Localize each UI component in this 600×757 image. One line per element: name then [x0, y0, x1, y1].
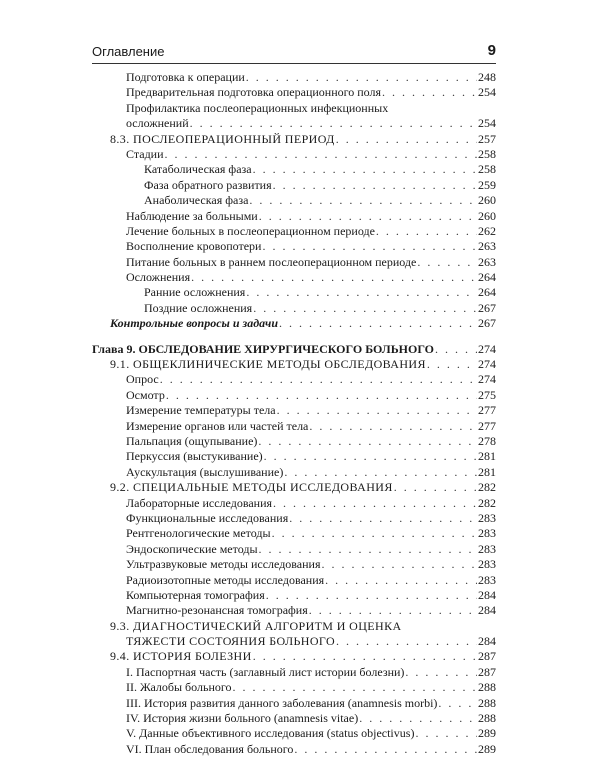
toc-entry-page: 288 — [478, 711, 496, 726]
toc-entry-title: Осмотр — [126, 387, 165, 402]
toc-entry[interactable] — [92, 634, 496, 649]
toc-entry-title: III. История развития данного заболевания (anamnesis morbi) — [126, 695, 438, 710]
toc-entry-page: 257 — [478, 131, 496, 146]
toc-entry[interactable] — [92, 742, 496, 757]
toc-entry-title: Фаза обратного развития — [144, 177, 272, 192]
toc-entry-title: Поздние осложнения — [144, 300, 253, 315]
toc-entry-page: 289 — [478, 726, 496, 741]
toc-entry-title: Восполнение кровопотери — [126, 239, 262, 254]
toc-entry[interactable] — [92, 270, 496, 285]
toc-entry-page: 289 — [478, 741, 496, 756]
toc-entry-title: Компьютерная томография — [126, 587, 265, 602]
toc-entry-title: Измерение температуры тела — [126, 403, 276, 418]
page-number: 9 — [487, 42, 496, 59]
dot-leader — [266, 588, 477, 603]
toc-entry-page: 281 — [478, 449, 496, 464]
dot-leader — [190, 116, 477, 131]
toc-entry-page: 275 — [478, 387, 496, 402]
dot-leader — [246, 70, 477, 85]
toc-entry[interactable] — [92, 496, 496, 511]
toc-entry[interactable] — [92, 388, 496, 403]
toc-entry[interactable] — [92, 162, 496, 177]
toc-entry[interactable] — [92, 588, 496, 603]
toc-entry-page: 264 — [478, 285, 496, 300]
dot-leader — [438, 696, 477, 711]
toc-entry-page: 282 — [478, 480, 496, 495]
toc-entry-title: Опрос — [126, 372, 159, 387]
dot-leader — [165, 147, 477, 162]
toc-entry-title: Ранние осложнения — [144, 285, 246, 300]
toc-entry-page: 283 — [478, 526, 496, 541]
toc-entry[interactable] — [92, 193, 496, 208]
toc-entry-title: Измерение органов или частей тела — [126, 418, 309, 433]
toc-entry-page: 287 — [478, 664, 496, 679]
toc-entry-title: Подготовка к операции — [126, 70, 245, 84]
toc-entry-page: 288 — [478, 680, 496, 695]
dot-leader — [289, 511, 477, 526]
dot-leader — [273, 496, 477, 511]
toc-entry-page: 267 — [478, 300, 496, 315]
toc-entry-title: Функциональные исследования — [126, 510, 289, 525]
toc-entry-page: 283 — [478, 557, 496, 572]
toc-entry-title: Питание больных в раннем послеоперационном периоде — [126, 254, 417, 269]
toc-entry-page: 258 — [478, 162, 496, 177]
toc-entry-page: 274 — [478, 372, 496, 387]
page-header — [92, 44, 496, 60]
toc-entry-title: Перкуссия (выстукивание) — [126, 449, 263, 464]
toc-entry-page: 274 — [478, 357, 496, 372]
toc-entry[interactable] — [92, 711, 496, 726]
toc-entry-title: Стадии — [126, 146, 164, 161]
toc-entry[interactable] — [92, 301, 496, 316]
toc-entry-page: 248 — [478, 70, 496, 84]
toc-entry[interactable] — [92, 449, 496, 464]
toc-entry-page: 260 — [478, 193, 496, 208]
toc-entry-title: Глава 9. ОБСЛЕДОВАНИЕ ХИРУРГИЧЕСКОГО БОЛЬНОГО — [92, 341, 434, 356]
toc-entry-page: 277 — [478, 418, 496, 433]
toc-entry-page: 288 — [478, 695, 496, 710]
dot-leader — [405, 665, 477, 680]
dot-leader — [272, 526, 477, 541]
toc-entry-title: Лабораторные исследования — [126, 495, 273, 510]
toc-entry-page: 263 — [478, 254, 496, 269]
dot-leader — [264, 449, 477, 464]
toc-entry-title: Эндоскопические методы — [126, 541, 258, 556]
toc-entry[interactable] — [92, 403, 496, 418]
toc-entry[interactable] — [92, 419, 496, 434]
toc-entry[interactable] — [92, 285, 496, 300]
toc-entry[interactable] — [92, 372, 496, 387]
toc-entry[interactable] — [92, 147, 496, 162]
toc-entry-title: I. Паспортная часть (заглавный лист истории болезни) — [126, 664, 405, 679]
header-rule — [92, 63, 496, 64]
toc-entry-title: Магнитно-резонансная томография — [126, 603, 308, 618]
toc-entry-page: 287 — [478, 649, 496, 664]
toc-entry-page: 259 — [478, 177, 496, 192]
toc-entry[interactable] — [92, 224, 496, 239]
toc-entry[interactable] — [92, 696, 496, 711]
dot-leader — [249, 193, 477, 208]
toc-entry-page: 283 — [478, 541, 496, 556]
toc-entry-page: 254 — [478, 116, 496, 131]
toc-entry-page: 283 — [478, 572, 496, 587]
toc-entry[interactable] — [92, 465, 496, 480]
toc-entry-page: 284 — [478, 634, 496, 649]
toc-entry-title: Аускультация (выслушивание) — [126, 464, 284, 479]
toc-entry-title: 9.4. ИСТОРИЯ БОЛЕЗНИ — [110, 649, 252, 664]
running-title: Оглавление — [92, 44, 165, 59]
dot-leader — [191, 270, 477, 285]
dot-leader — [262, 239, 477, 254]
toc-entry[interactable] — [92, 526, 496, 541]
toc-entry[interactable] — [92, 116, 496, 131]
toc-entry-title: Профилактика послеоперационных инфекционных — [126, 100, 389, 115]
toc-entry-title: 9.3. ДИАГНОСТИЧЕСКИЙ АЛГОРИТМ И ОЦЕНКА — [110, 618, 402, 633]
toc-entry-page: 262 — [478, 223, 496, 238]
dot-leader — [309, 603, 477, 618]
toc-entry[interactable] — [92, 511, 496, 526]
toc-entry-page: 260 — [478, 208, 496, 223]
toc-entry-page: 263 — [478, 239, 496, 254]
toc-entry[interactable] — [92, 665, 496, 680]
toc-entry[interactable] — [92, 573, 496, 588]
toc-entry-title: Ультразвуковые методы исследования — [126, 557, 321, 572]
toc-entry[interactable] — [92, 132, 496, 147]
toc-entry-title: Пальпация (ощупывание) — [126, 433, 258, 448]
section-gap — [92, 332, 496, 342]
dot-leader — [284, 465, 477, 480]
dot-leader — [382, 85, 477, 100]
toc-entry-title: Контрольные вопросы и задачи — [110, 316, 278, 331]
dot-leader — [246, 285, 477, 300]
toc-entry[interactable] — [92, 316, 496, 331]
toc-entry-title: Радиоизотопные методы исследования — [126, 572, 325, 587]
toc-entry[interactable] — [92, 255, 496, 270]
dot-leader — [233, 680, 478, 695]
toc-entry-title: II. Жалобы больного — [126, 680, 232, 695]
dot-leader — [435, 342, 477, 357]
toc-entry-title: Осложнения — [126, 270, 191, 285]
toc-entry[interactable] — [92, 209, 496, 224]
dot-leader — [279, 316, 477, 331]
dot-leader — [259, 542, 477, 557]
dot-leader — [253, 301, 477, 316]
dot-leader — [359, 711, 477, 726]
dot-leader — [309, 419, 477, 434]
dot-leader — [322, 557, 478, 572]
toc-entry-title: 9.2. СПЕЦИАЛЬНЫЕ МЕТОДЫ ИССЛЕДОВАНИЯ — [110, 480, 393, 495]
toc-entry-title: Предварительная подготовка операционного поля — [126, 85, 382, 100]
dot-leader — [258, 434, 477, 449]
dot-leader — [253, 649, 477, 664]
dot-leader — [273, 178, 477, 193]
toc-entry-page: 264 — [478, 270, 496, 285]
toc-entry-page: 281 — [478, 464, 496, 479]
toc-entry[interactable] — [92, 603, 496, 618]
dot-leader — [166, 388, 477, 403]
toc-entry-title: Рентгенологические методы — [126, 526, 271, 541]
toc-entry[interactable] — [92, 101, 496, 116]
toc-entry-page: 274 — [478, 341, 496, 356]
toc-entry-title: Лечение больных в послеоперационном периоде — [126, 223, 375, 238]
dot-leader — [277, 403, 477, 418]
toc-entry-page: 254 — [478, 85, 496, 100]
toc-entry[interactable] — [92, 85, 496, 100]
toc-entry[interactable] — [92, 619, 496, 634]
toc-entry[interactable] — [92, 542, 496, 557]
toc-entry-title: 8.3. ПОСЛЕОПЕРАЦИОННЫЙ ПЕРИОД — [110, 131, 335, 146]
toc-entry-page: 277 — [478, 403, 496, 418]
toc-entry[interactable] — [92, 342, 496, 357]
toc-entry[interactable] — [92, 239, 496, 254]
toc-entry-title: ТЯЖЕСТИ СОСТОЯНИЯ БОЛЬНОГО — [126, 634, 336, 649]
dot-leader — [394, 480, 477, 495]
dot-leader — [417, 255, 477, 270]
toc-entry-title: IV. История жизни больного (anamnesis vitae) — [126, 711, 359, 726]
toc-entry[interactable] — [92, 480, 496, 495]
dot-leader — [427, 357, 477, 372]
toc-entry[interactable] — [92, 70, 496, 85]
toc-entry-title: Наблюдение за больными — [126, 208, 258, 223]
toc-entry[interactable] — [92, 726, 496, 741]
toc-entry-title: V. Данные объективного исследования (status objectivus) — [126, 726, 415, 741]
toc-entry-page: 258 — [478, 146, 496, 161]
dot-leader — [253, 162, 477, 177]
toc-entry[interactable] — [92, 649, 496, 664]
dot-leader — [294, 742, 477, 757]
toc-entry-page: 267 — [478, 316, 496, 331]
dot-leader — [336, 132, 477, 147]
toc-entry[interactable] — [92, 557, 496, 572]
dot-leader — [415, 726, 477, 741]
toc-entry-page: 284 — [478, 587, 496, 602]
toc-entry-title: осложнений — [126, 116, 189, 131]
dot-leader — [376, 224, 477, 239]
toc-entry-page: 283 — [478, 510, 496, 525]
toc-entry-page: 278 — [478, 433, 496, 448]
dot-leader — [325, 573, 477, 588]
dot-leader — [259, 209, 477, 224]
toc-entry-title: Анаболическая фаза — [144, 193, 249, 208]
toc-entry[interactable] — [92, 434, 496, 449]
toc-entry-page: 282 — [478, 495, 496, 510]
dot-leader — [160, 372, 477, 387]
table-of-contents — [92, 70, 496, 757]
toc-entry-page: 284 — [478, 603, 496, 618]
dot-leader — [336, 634, 477, 649]
toc-entry-title: Катаболическая фаза — [144, 162, 252, 177]
toc-entry-title: VI. План обследования больного — [126, 741, 294, 756]
toc-entry[interactable] — [92, 680, 496, 695]
toc-entry-title: 9.1. ОБЩЕКЛИНИЧЕСКИЕ МЕТОДЫ ОБСЛЕДОВАНИЯ — [110, 357, 426, 372]
toc-entry[interactable] — [92, 357, 496, 372]
toc-entry[interactable] — [92, 178, 496, 193]
